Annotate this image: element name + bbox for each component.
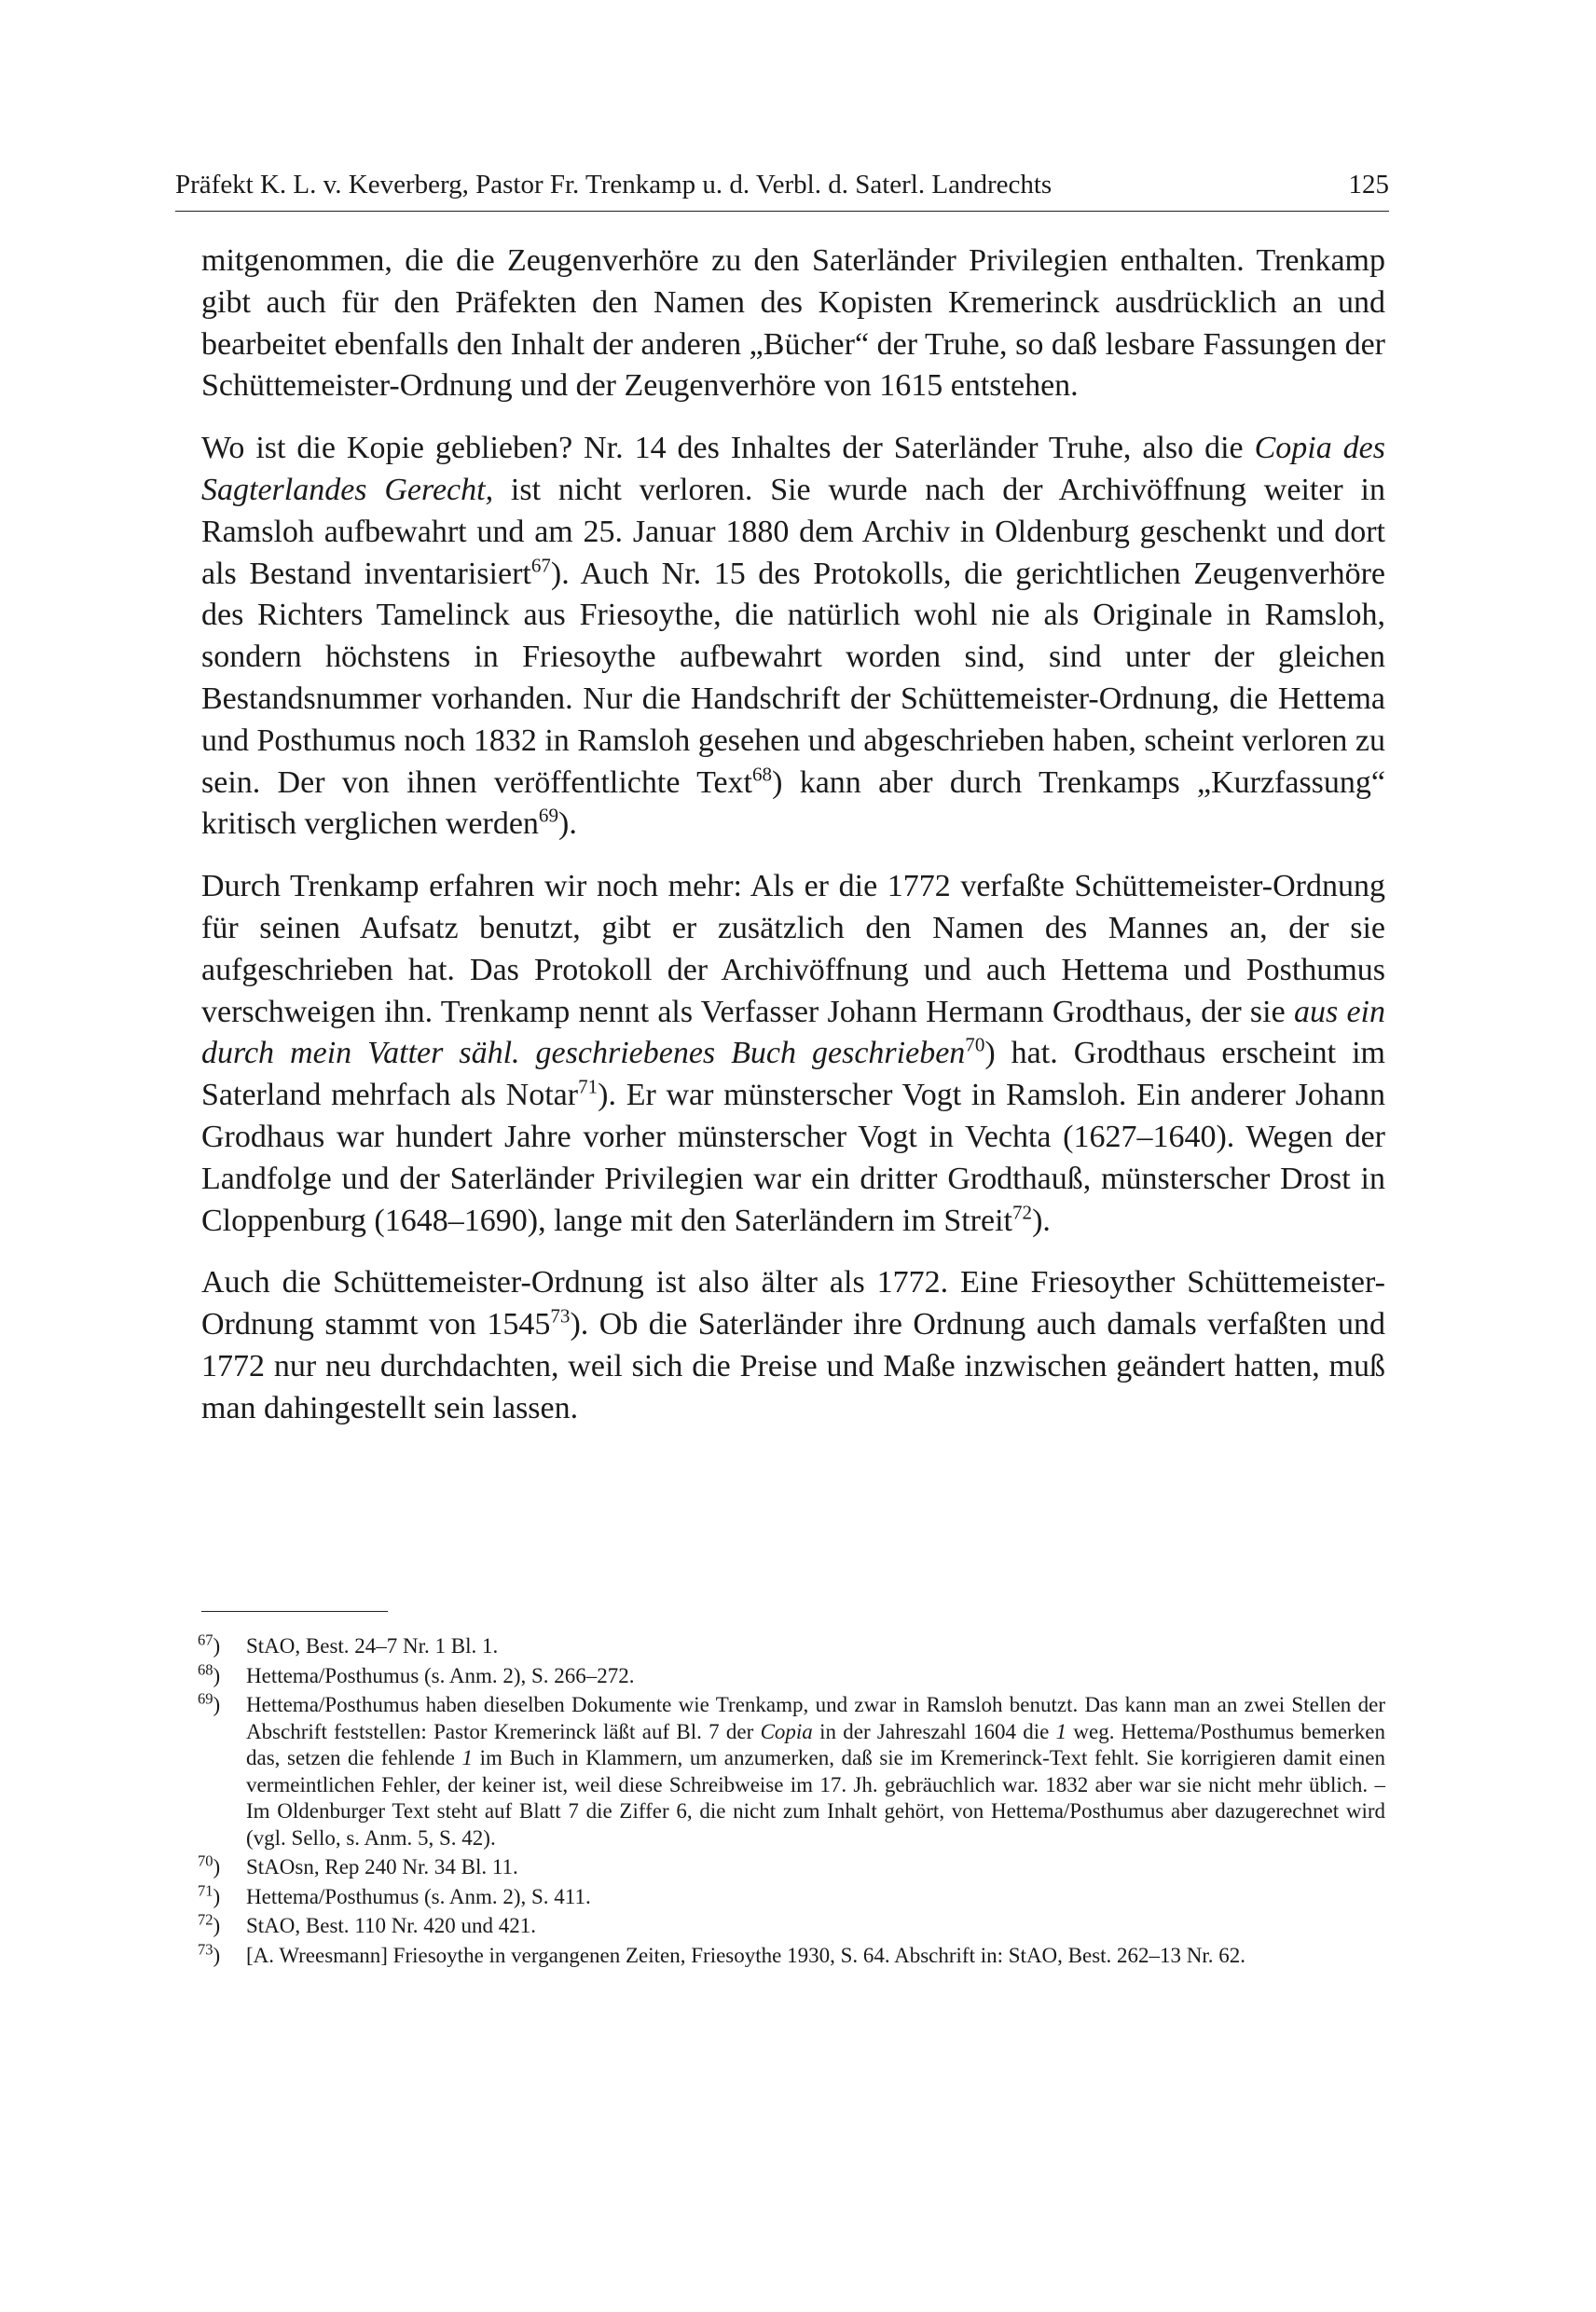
text-run: ) kann aber durch Trenkamps „Kurzfassung“ kritisch verglichen werden [201,764,1386,842]
footnote-number: $^{70}$) [198,1851,221,1878]
footnote-number-value: 71 [198,1880,213,1899]
footnote-reference: 71 [578,1075,598,1098]
footnote-text [246,1913,1385,1940]
footnote-text [246,1854,1385,1881]
footnote [198,1851,1385,1881]
body-text [201,241,1385,1451]
text-run: Wo ist die Kopie geblieben? Nr. 14 des Inhaltes der Saterländer Truhe, also die [201,431,1255,466]
footnote-number-value: 73 [198,1939,213,1958]
footnote-text [246,1943,1385,1970]
footnote-number-value: 67 [198,1631,213,1649]
footnote-reference: 68 [752,763,773,786]
footnote-number: $^{68}$) [198,1659,221,1687]
text-run: Durch Trenkamp erfahren wir noch mehr: Als er die 1772 verfaßte Schüttemeister-Ordnung für seinen Aufsatz benutzt, gibt er zusätzlich den Namen des Mannes an, der sie aufgeschrieben hat. Das Protokoll der Archivöffnung und auch Hettema und Posthumus verschweigen ihn. Trenkamp nennt als Verfasser Johann Hermann Grodthaus, der sie [201,869,1385,1029]
footnote-number: $^{71}$) [198,1880,221,1908]
text-run: ). Auch Nr. 15 des Protokolls, die gerichtlichen Zeugenverhöre des Richters Tamelinck aus Friesoythe, die natürlich wohl nie als Originale in Ramsloh, sondern höchstens in Friesoythe aufbewahrt worden sind, sind unter der gleichen Bestandsnummer vorhanden. Nur die Handschrift der Schüttemeister-Ordnung, die Hettema und Posthumus noch 1832 in Ramsloh gesehen und abgeschrieben haben, scheint verloren zu sein. Der von ihnen veröffentlichte Text [201,556,1386,800]
running-header [175,166,1389,212]
text-run: weg. Hettema/Posthumus bemerken das, setzen die fehlende [246,1719,1385,1769]
running-header-title: Präfekt K. L. v. Keverberg, Pastor Fr. Trenkamp u. d. Verbl. d. Saterl. Landrechts [175,170,1053,200]
italic-text: Copia des Sagterlandes Gerecht, [201,431,1385,507]
footnotes [198,1633,1385,1972]
page-number: 125 [1348,170,1389,200]
footnote-number-value: 72 [198,1910,213,1929]
text-run: ). Ob die Saterländer ihre Ordnung auch damals verfaßten und 1772 nur neu durchdachten, weil sich die Preise und Maße inzwischen geändert hatten, muß man dahingestellt sein lassen. [201,1307,1385,1425]
text-run: im Buch in Klammern, um anzumerken, daß sie im Kremerinck-Text fehlt. Sie korrigieren damit einen vermeintlichen Fehler, der keiner ist, weil diese Schreibweise im 17. Jh. gebräuchlich war. 1832 aber war sie nicht mehr üblich. – Im Oldenburger Text steht auf Blatt 7 die Ziffer 6, die nicht zum Inhalt gehört, von Hettema/Posthumus aber dazugerechnet wird (vgl. Sello, s. Anm. 5, S. 42). [246,1746,1385,1850]
footnote-reference: 67 [530,554,551,577]
text-run: in der Jahreszahl 1604 die [812,1719,1056,1743]
footnote-number: $^{72}$) [198,1910,221,1937]
footnote-text [246,1633,1385,1660]
text-run: Hettema/Posthumus (s. Anm. 2), S. 411. [246,1884,591,1908]
text-run: ). [1032,1203,1051,1238]
text-run: mitgenommen, die die Zeugenverhöre zu den Saterländer Privilegien enthalten. Trenkamp gibt auch für den Präfekten den Namen des Kopisten Kremerinck ausdrücklich an und bearbeitet ebenfalls den Inhalt der anderen „Bücher“ der Truhe, so daß lesbare Fassungen der Schüttemeister-Ordnung und der Zeugenverhöre von 1615 entstehen. [201,243,1385,404]
paragraph [201,1262,1385,1429]
text-run: ist nicht verloren. Sie wurde nach der Archivöffnung weiter in Ramsloh aufbewahrt und am 25. Januar 1880 dem Archiv in Oldenburg geschenkt und dort als Bestand inventarisiert [201,472,1385,591]
italic-text: 1 [461,1746,474,1769]
text-run: ). Er war münsterscher Vogt in Ramsloh. Ein anderer Johann Grodhaus war hundert Jahre vorher münsterscher Vogt in Vechta (1627–1640). Wegen der Landfolge und der Saterländer Privilegien war ein dritter Grodthauß, münsterscher Drost in Cloppenburg (1648–1690), lange mit den Saterländern im Streit [201,1078,1385,1238]
paragraph [201,866,1385,1242]
footnote-reference: 73 [550,1304,571,1328]
text-run: StAOsn, Rep 240 Nr. 34 Bl. 11. [246,1855,518,1878]
footnote-text [246,1884,1385,1911]
footnote-number-value: 68 [198,1659,213,1678]
footnote-number: $^{73}$) [198,1939,221,1967]
footnote-rule [201,1611,388,1612]
paragraph [201,428,1385,846]
footnote-reference: 72 [1012,1201,1033,1224]
footnote [198,1910,1385,1940]
text-run: Auch die Schüttemeister-Ordnung ist also älter als 1772. Eine Friesoyther Schüttemeister-Ordnung stammt von 1545 [201,1265,1385,1342]
footnote-number: $^{69}$) [198,1689,221,1716]
footnote [198,1939,1385,1970]
text-run: Hettema/Posthumus (s. Anm. 2), S. 266–272. [246,1663,635,1687]
footnote-text [246,1663,1385,1690]
text-run: Hettema/Posthumus haben dieselben Dokumente wie Trenkamp, und zwar in Ramsloh benutzt. Das kann man an zwei Stellen der Abschrift feststellen: Pastor Kremerinck läßt auf Bl. 7 der [246,1693,1385,1743]
text-run: ) hat. Grodthaus erscheint im Saterland mehrfach als Notar [201,1036,1385,1113]
footnote [198,1633,1385,1660]
italic-text: aus ein durch mein Vatter sähl. geschriebenes Buch geschrieben [201,994,1385,1071]
text-run: StAO, Best. 110 Nr. 420 und 421. [246,1914,536,1937]
text-run: [A. Wreesmann] Friesoythe in vergangenen Zeiten, Friesoythe 1930, S. 64. Abschrift in: StAO, Best. 262–13 Nr. 62. [246,1943,1246,1967]
italic-text: 1 [1055,1719,1067,1743]
footnote [198,1880,1385,1911]
footnote [198,1689,1385,1851]
footnote-text [246,1692,1385,1851]
footnote-number-value: 69 [198,1689,213,1708]
footnote-number-value: 70 [198,1851,213,1870]
italic-text: Copia [760,1719,813,1743]
footnote-reference: 69 [538,805,558,828]
footnote [198,1659,1385,1690]
paragraph [201,241,1385,407]
text-run: StAO, Best. 24–7 Nr. 1 Bl. 1. [246,1634,499,1658]
footnote-number: $^{67}$) [198,1631,221,1658]
text-run: ). [558,806,577,842]
footnote-reference: 70 [965,1034,985,1057]
